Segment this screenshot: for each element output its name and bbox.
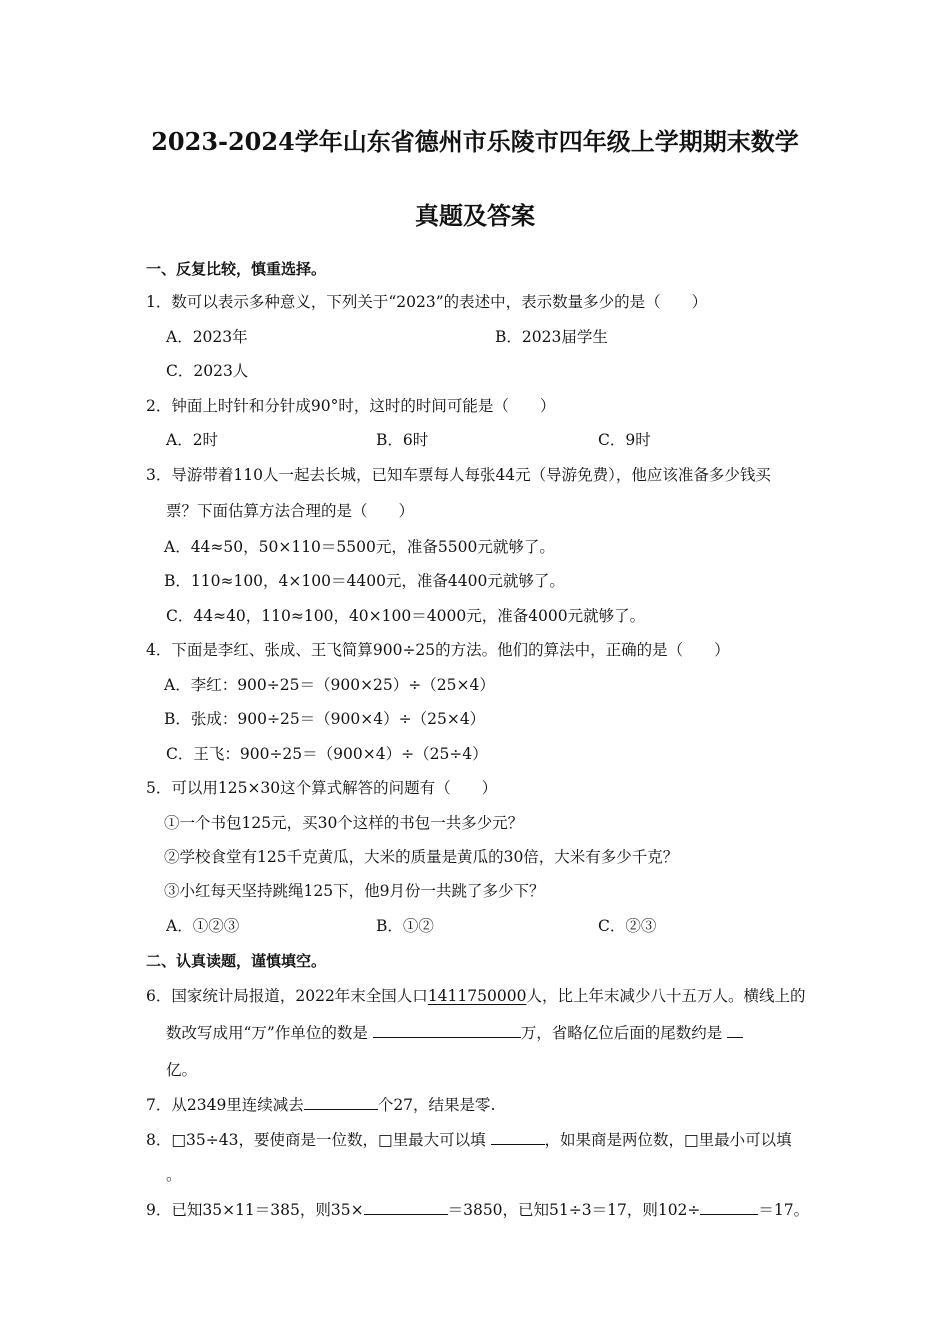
question-1-option-a: A．2023年 — [166, 328, 248, 346]
question-4-option-a: A．李红：900÷25＝（900×25）÷（25×4） — [164, 676, 495, 694]
document-title-line2: 真题及答案 — [415, 201, 535, 230]
question-9-text-end: ＝17。 — [758, 1201, 810, 1219]
question-1-option-b: B．2023届学生 — [495, 328, 608, 346]
question-3-option-c: C．44≈40，110≈100，40×100＝4000元，准备4000元就够了。 — [166, 607, 646, 625]
answer-blank-9b[interactable] — [700, 1200, 758, 1215]
question-5-item-2: ②学校食堂有125千克黄瓜，大米的质量是黄瓜的30倍，大米有多少千克？ — [164, 848, 679, 866]
question-5-stem: 5．可以用125×30这个算式解答的问题有（ ） — [146, 779, 498, 797]
question-7 — [146, 1095, 495, 1115]
answer-blank-6a[interactable] — [373, 1023, 521, 1038]
question-6-line1 — [146, 986, 805, 1006]
question-2-stem: 2．钟面上时针和分针成90°时，这时的时间可能是（ ） — [146, 397, 556, 415]
question-4-option-c: C．王飞：900÷25＝（900×4）÷（25÷4） — [166, 745, 488, 763]
question-9-text-cont: ＝3850，已知51÷3＝17，则102÷ — [447, 1201, 701, 1219]
population-number: 1411750000 — [427, 987, 527, 1005]
question-5-item-1: ①一个书包125元，买30个这样的书包一共多少元？ — [164, 814, 524, 832]
question-5-option-a: A．①②③ — [166, 917, 240, 935]
question-2-option-b: B．6时 — [376, 431, 429, 449]
question-1-option-c: C．2023人 — [166, 362, 249, 380]
question-3-stem-cont: 票？下面估算方法合理的是（ ） — [166, 502, 415, 520]
question-5-item-3: ③小红每天坚持跳绳125下，他9月份一共跳了多少下？ — [164, 882, 545, 900]
question-2-option-a: A．2时 — [166, 431, 219, 449]
question-2-option-c: C．9时 — [598, 431, 651, 449]
question-3-option-b: B．110≈100，4×100＝4400元，准备4400元就够了。 — [164, 572, 565, 590]
section-heading-1: 一、反复比较，慎重选择。 — [146, 260, 327, 278]
question-4-option-b: B．张成：900÷25＝（900×4）÷（25×4） — [164, 710, 486, 728]
section-heading-2: 二、认真读题，谨慎填空。 — [146, 952, 327, 970]
answer-blank-8a[interactable] — [491, 1130, 545, 1145]
question-5-option-c: C．②③ — [598, 917, 657, 935]
question-7-text-cont: 个27，结果是零. — [377, 1096, 496, 1114]
question-8-line1 — [146, 1130, 792, 1150]
question-9 — [146, 1200, 809, 1220]
document-title-line1: 2023-2024学年山东省德州市乐陵市四年级上学期期末数学 — [151, 127, 799, 156]
question-8-line2: 。 — [166, 1166, 182, 1184]
question-7-text: 7．从2349里连续减去 — [146, 1096, 304, 1114]
question-4-stem: 4．下面是李红、张成、王飞简算900÷25的方法。他们的算法中，正确的是（ ） — [146, 641, 730, 659]
question-9-text: 9．已知35×11＝385，则35× — [146, 1201, 364, 1219]
question-8-text-cont: ，如果商是两位数，□里最小可以填 — [544, 1131, 792, 1149]
question-6-text-cont: 人，比上年末减少八十五万人。横线上的 — [526, 987, 806, 1005]
answer-blank-6b[interactable] — [727, 1023, 743, 1038]
answer-blank-7[interactable] — [304, 1095, 378, 1110]
question-8-text: 8．□35÷43，要使商是一位数，□里最大可以填 — [146, 1131, 486, 1149]
question-1-stem: 1．数可以表示多种意义，下列关于“2023”的表述中，表示数量多少的是（ ） — [146, 293, 708, 311]
question-5-option-b: B．①② — [376, 917, 434, 935]
answer-blank-9a[interactable] — [364, 1200, 448, 1215]
question-6-line3: 亿。 — [166, 1061, 198, 1079]
question-3-stem: 3．导游带着110人一起去长城，已知车票每人每张44元（导游免费），他应该准备多少钱买 — [146, 466, 771, 484]
question-6-line2 — [166, 1023, 743, 1043]
question-6-text: 6．国家统计局报道，2022年末全国人口 — [146, 987, 428, 1005]
question-3-option-a: A．44≈50，50×110＝5500元，准备5500元就够了。 — [164, 538, 555, 556]
question-6-text-2a: 数改写成用“万”作单位的数是 — [166, 1024, 368, 1042]
question-6-text-2b: 万，省略亿位后面的尾数约是 — [520, 1024, 723, 1042]
